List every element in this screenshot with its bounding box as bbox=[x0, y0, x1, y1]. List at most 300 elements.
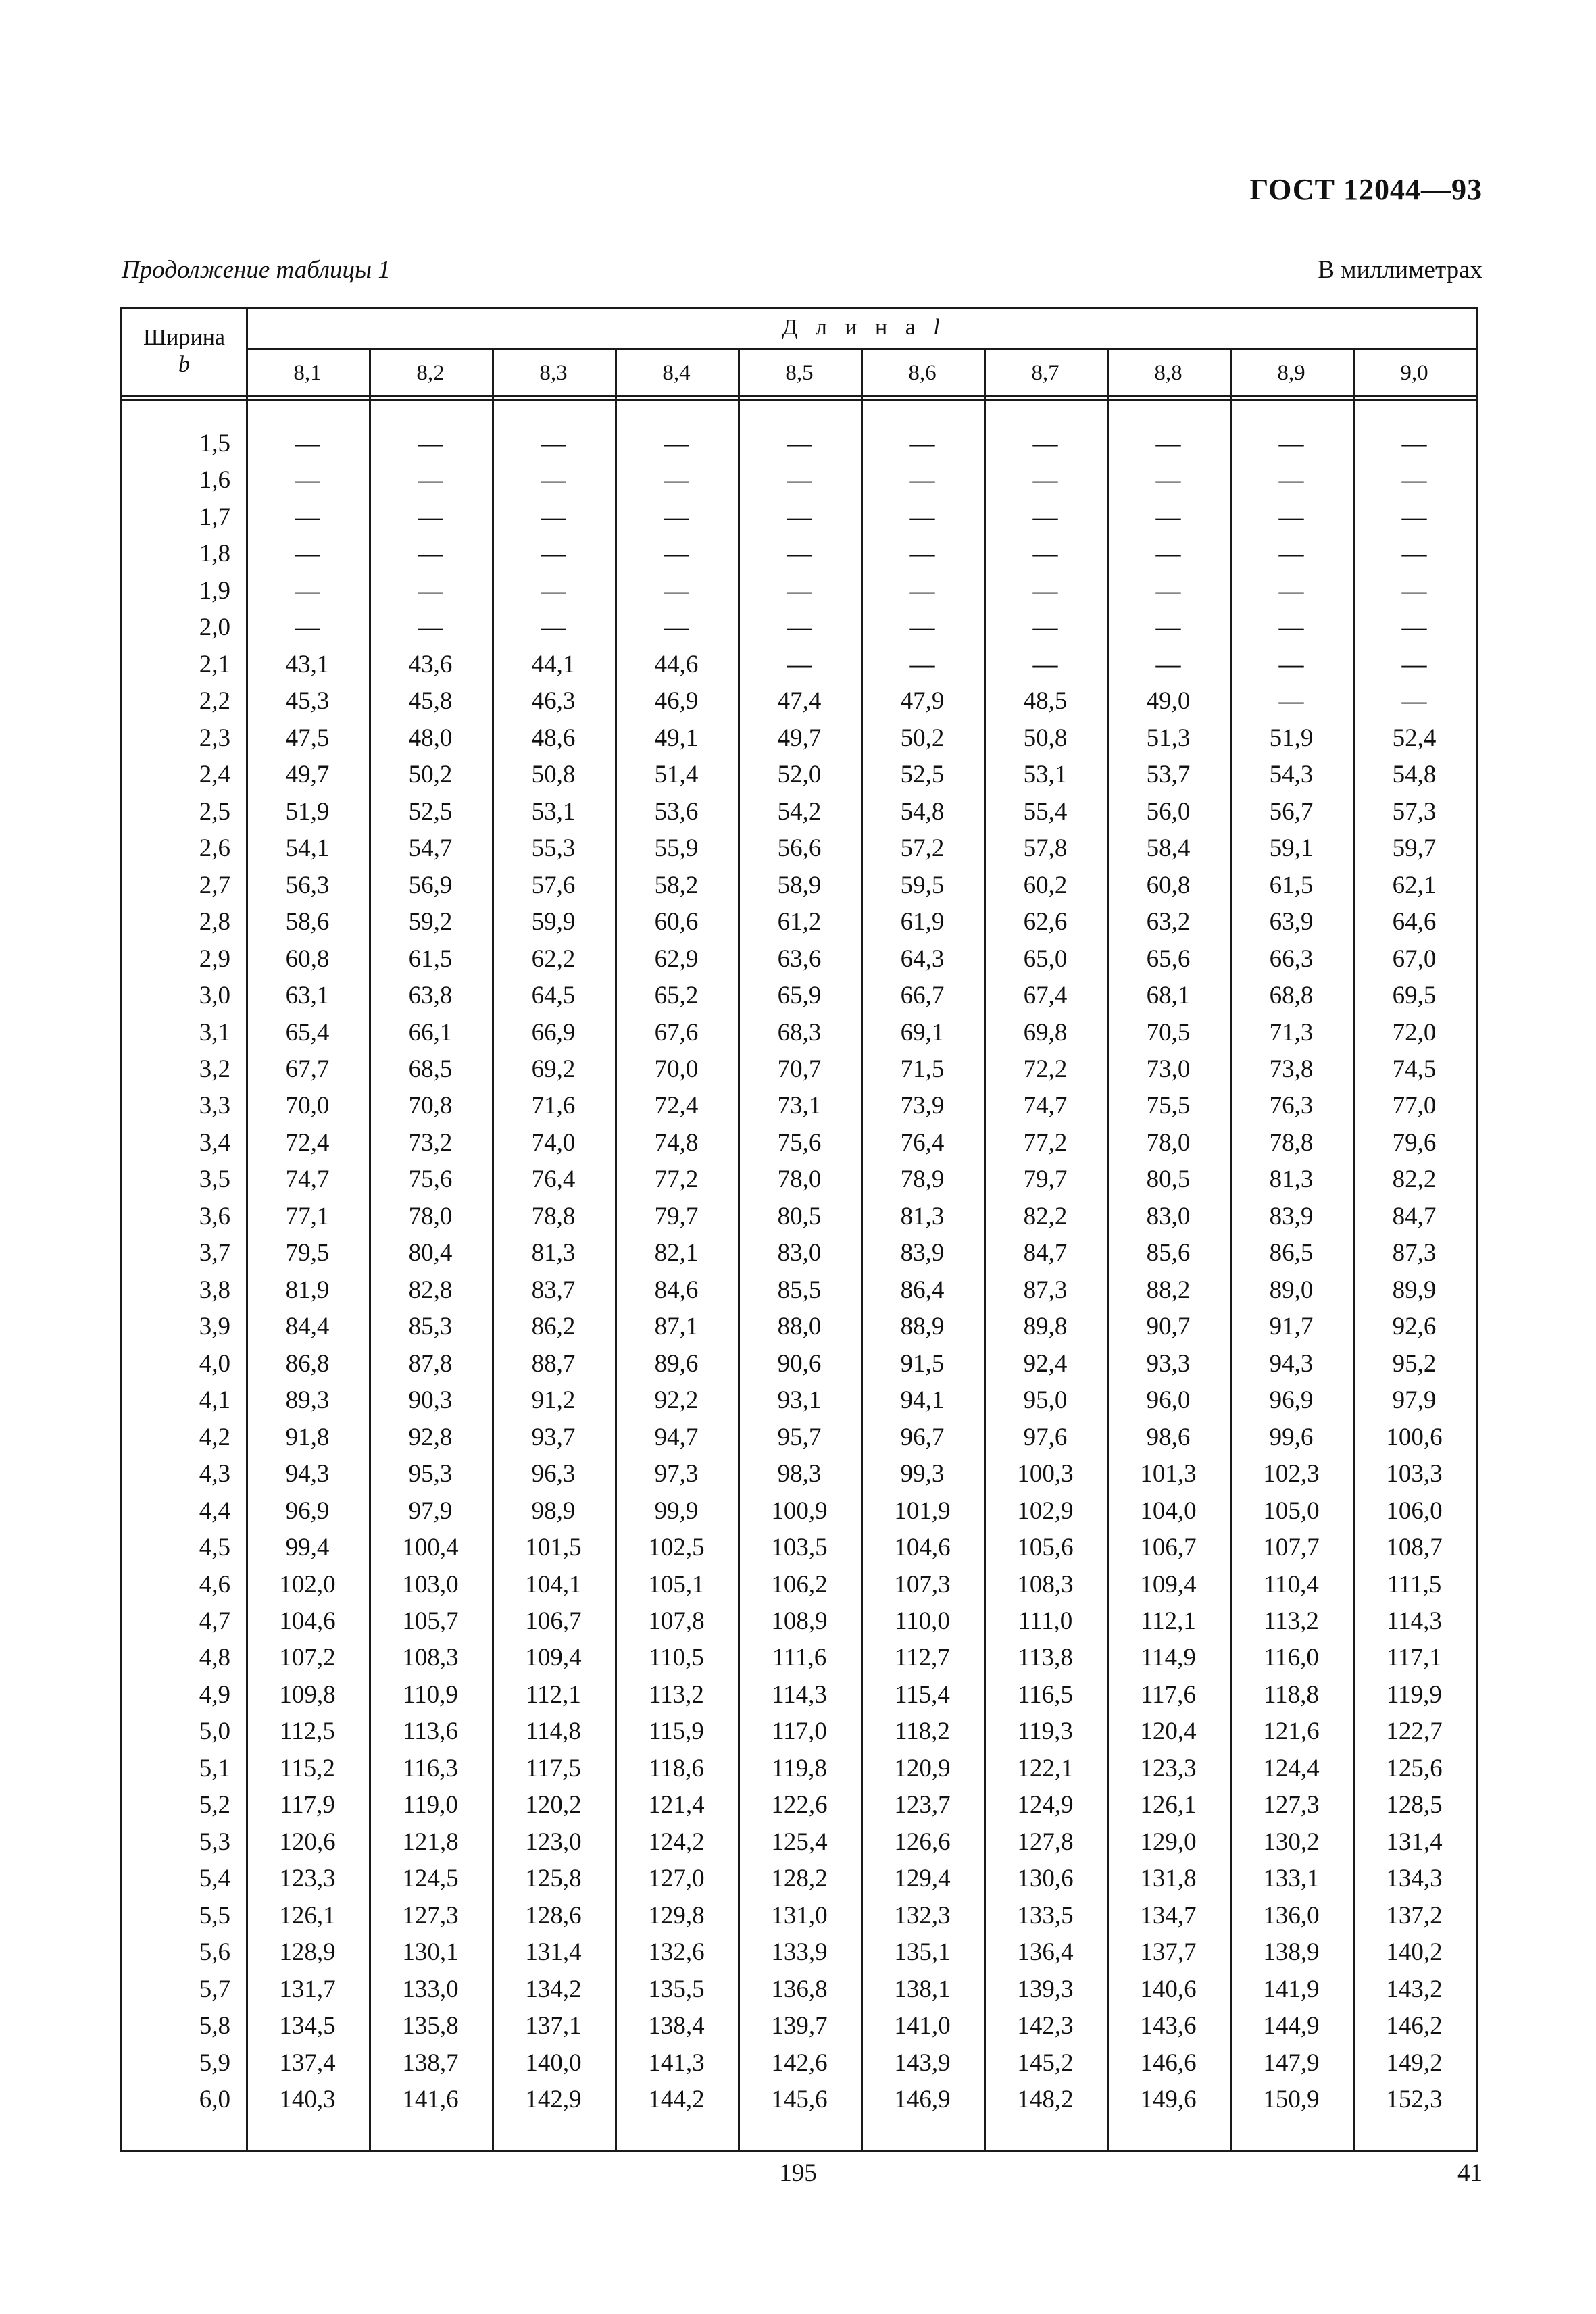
width-value: 5,3 bbox=[199, 1828, 230, 1856]
table-cell: — bbox=[1155, 613, 1181, 642]
table-cell: 97,9 bbox=[1392, 1386, 1437, 1415]
table-cell: 108,3 bbox=[1017, 1570, 1074, 1599]
table-cell: — bbox=[418, 613, 443, 642]
table-cell: 137,7 bbox=[1140, 1938, 1197, 1967]
table-cell: 51,9 bbox=[1269, 724, 1314, 752]
table-cell: 105,7 bbox=[402, 1607, 459, 1635]
table-cell: 91,2 bbox=[531, 1386, 576, 1415]
table-cell: 103,5 bbox=[771, 1534, 828, 1562]
table-row bbox=[122, 1493, 1476, 1530]
table-cell: 76,4 bbox=[900, 1128, 945, 1157]
table-cell: 43,1 bbox=[285, 650, 330, 678]
table-cell: 54,8 bbox=[1392, 761, 1437, 789]
table-cell: — bbox=[664, 430, 689, 457]
table-cell: 55,3 bbox=[531, 834, 576, 863]
table-cell: 76,4 bbox=[531, 1165, 576, 1194]
table-cell: 127,3 bbox=[1263, 1791, 1320, 1819]
table-cell: 136,4 bbox=[1017, 1938, 1074, 1967]
table-cell: — bbox=[418, 430, 443, 457]
table-cell: — bbox=[909, 466, 935, 495]
table-cell: — bbox=[1155, 503, 1181, 531]
table-cell: 49,0 bbox=[1146, 687, 1191, 715]
table-cell: 82,2 bbox=[1392, 1165, 1437, 1194]
table-cell: — bbox=[1278, 540, 1304, 568]
table-cell: 96,3 bbox=[531, 1460, 576, 1488]
table-cell: 86,8 bbox=[285, 1349, 330, 1378]
table-cell: 93,1 bbox=[777, 1386, 822, 1415]
table-cell: 110,4 bbox=[1264, 1570, 1319, 1599]
table-cell: 112,1 bbox=[526, 1680, 581, 1709]
length-column-header: 8,3 bbox=[539, 361, 568, 385]
table-cell: 45,3 bbox=[285, 687, 330, 715]
table-cell: 80,4 bbox=[408, 1239, 453, 1267]
table-cell: 127,8 bbox=[1017, 1828, 1074, 1856]
column-rule bbox=[246, 309, 248, 2150]
table-cell: 109,8 bbox=[279, 1680, 336, 1709]
table-cell: — bbox=[1155, 576, 1181, 605]
table-cell: 65,2 bbox=[654, 982, 699, 1010]
table-cell: 56,9 bbox=[408, 871, 453, 899]
table-cell: 103,3 bbox=[1386, 1460, 1443, 1488]
table-cell: 111,5 bbox=[1387, 1570, 1442, 1599]
table-cell: 68,1 bbox=[1146, 982, 1191, 1010]
table-cell: 118,2 bbox=[895, 1717, 950, 1746]
width-value: 5,6 bbox=[199, 1938, 230, 1967]
table-cell: 72,0 bbox=[1392, 1018, 1437, 1047]
table-cell: 128,5 bbox=[1386, 1791, 1443, 1819]
table-cell: 111,0 bbox=[1018, 1607, 1073, 1635]
table-cell: 134,7 bbox=[1140, 1901, 1197, 1930]
table-cell: — bbox=[541, 576, 566, 605]
table-cell: — bbox=[418, 540, 443, 568]
table-cell: 114,8 bbox=[526, 1717, 581, 1746]
table-cell: 106,7 bbox=[1140, 1534, 1197, 1562]
width-value: 5,5 bbox=[199, 1901, 230, 1930]
table-row bbox=[122, 867, 1476, 904]
table-cell: 100,4 bbox=[402, 1534, 459, 1562]
table-cell: — bbox=[541, 466, 566, 495]
table-cell: 70,5 bbox=[1146, 1018, 1191, 1047]
table-row bbox=[122, 1787, 1476, 1823]
table-cell: 143,9 bbox=[894, 2048, 951, 2077]
table-cell: — bbox=[1155, 466, 1181, 495]
table-cell: 79,7 bbox=[654, 1202, 699, 1230]
table-row bbox=[122, 904, 1476, 940]
table-cell: 89,6 bbox=[654, 1349, 699, 1378]
width-value: 3,3 bbox=[199, 1092, 230, 1120]
table-cell: 84,7 bbox=[1392, 1202, 1437, 1230]
table-cell: 51,9 bbox=[285, 797, 330, 826]
width-header-symbol: b bbox=[178, 352, 190, 377]
table-row bbox=[122, 1751, 1476, 1787]
table-cell: 97,9 bbox=[408, 1496, 453, 1525]
table-row bbox=[122, 1051, 1476, 1088]
units-note: В миллиметрах bbox=[1318, 256, 1482, 284]
width-value: 1,5 bbox=[199, 430, 230, 457]
table-cell: 100,3 bbox=[1017, 1460, 1074, 1488]
table-row bbox=[122, 1861, 1476, 1897]
table-cell: — bbox=[909, 430, 935, 457]
table-cell: 122,6 bbox=[771, 1791, 828, 1819]
table-cell: 133,9 bbox=[771, 1938, 828, 1967]
table-cell: — bbox=[787, 503, 812, 531]
table-cell: 96,9 bbox=[1269, 1386, 1314, 1415]
table-cell: 117,1 bbox=[1387, 1644, 1442, 1672]
table-cell: 115,4 bbox=[895, 1680, 950, 1709]
width-value: 4,4 bbox=[199, 1496, 230, 1525]
table-cell: 135,5 bbox=[648, 1975, 705, 2003]
table-cell: 109,4 bbox=[525, 1644, 582, 1672]
table-cell: 62,9 bbox=[654, 945, 699, 973]
table-cell: 44,6 bbox=[654, 650, 699, 678]
table-cell: 50,2 bbox=[900, 724, 945, 752]
table-cell: — bbox=[1155, 540, 1181, 568]
table-cell: 53,1 bbox=[531, 797, 576, 826]
table-cell: 112,7 bbox=[895, 1644, 950, 1672]
table-cell: 49,1 bbox=[654, 724, 699, 752]
table-cell: 128,2 bbox=[771, 1865, 828, 1893]
table-cell: 56,3 bbox=[285, 871, 330, 899]
table-cell: 85,5 bbox=[777, 1276, 822, 1304]
table-row bbox=[122, 647, 1476, 683]
table-cell: 140,2 bbox=[1386, 1938, 1443, 1967]
table-cell: 129,0 bbox=[1140, 1828, 1197, 1856]
table-cell: 65,0 bbox=[1023, 945, 1068, 973]
table-cell: 64,3 bbox=[900, 945, 945, 973]
table-cell: 58,6 bbox=[285, 908, 330, 936]
width-value: 2,8 bbox=[199, 908, 230, 936]
table-cell: — bbox=[664, 466, 689, 495]
table-cell: 88,0 bbox=[777, 1313, 822, 1341]
width-value: 5,4 bbox=[199, 1865, 230, 1893]
table-cell: 65,9 bbox=[777, 982, 822, 1010]
table-row bbox=[122, 1971, 1476, 2008]
length-header bbox=[246, 315, 1476, 341]
width-value: 4,8 bbox=[199, 1644, 230, 1672]
table-cell: 78,0 bbox=[408, 1202, 453, 1230]
table-cell: 131,0 bbox=[771, 1901, 828, 1930]
table-cell: 69,2 bbox=[531, 1055, 576, 1083]
table-cell: 108,3 bbox=[402, 1644, 459, 1672]
table-cell: 114,3 bbox=[772, 1680, 827, 1709]
table-cell: 73,1 bbox=[777, 1092, 822, 1120]
table-cell: 77,0 bbox=[1392, 1092, 1437, 1120]
table-cell: 113,6 bbox=[403, 1717, 458, 1746]
table-cell: 61,2 bbox=[777, 908, 822, 936]
table-cell: 74,0 bbox=[531, 1128, 576, 1157]
table-cell: 125,4 bbox=[771, 1828, 828, 1856]
table-cell: 132,6 bbox=[648, 1938, 705, 1967]
table-cell: 48,6 bbox=[531, 724, 576, 752]
table-cell: 123,7 bbox=[894, 1791, 951, 1819]
column-rule bbox=[984, 348, 986, 2150]
table-cell: 71,3 bbox=[1269, 1018, 1314, 1047]
table-cell: 87,1 bbox=[654, 1313, 699, 1341]
table-cell: 52,0 bbox=[777, 761, 822, 789]
table-cell: 104,1 bbox=[525, 1570, 582, 1599]
table-cell: 130,2 bbox=[1263, 1828, 1320, 1856]
table-cell: 95,3 bbox=[408, 1460, 453, 1488]
table-cell: 136,0 bbox=[1263, 1901, 1320, 1930]
table-cell: — bbox=[1278, 613, 1304, 642]
table-cell: 69,8 bbox=[1023, 1018, 1068, 1047]
table-row bbox=[122, 1677, 1476, 1713]
width-value: 3,7 bbox=[199, 1239, 230, 1267]
table-cell: 116,5 bbox=[1018, 1680, 1073, 1709]
table-cell: 50,8 bbox=[531, 761, 576, 789]
table-row bbox=[122, 1603, 1476, 1640]
table-cell: 102,9 bbox=[1017, 1496, 1074, 1525]
width-value: 2,7 bbox=[199, 871, 230, 899]
table-cell: 67,6 bbox=[654, 1018, 699, 1047]
width-value: 5,0 bbox=[199, 1717, 230, 1746]
table-row bbox=[122, 720, 1476, 757]
table-cell: — bbox=[295, 613, 320, 642]
table-cell: 66,7 bbox=[900, 982, 945, 1010]
table-cell: 93,7 bbox=[531, 1423, 576, 1451]
table-cell: 47,4 bbox=[777, 687, 822, 715]
table-cell: — bbox=[787, 613, 812, 642]
table-cell: — bbox=[1032, 576, 1058, 605]
table-cell: 81,3 bbox=[1269, 1165, 1314, 1194]
table-cell: 140,3 bbox=[279, 2086, 336, 2114]
table-cell: 72,4 bbox=[654, 1092, 699, 1120]
table-cell: 146,9 bbox=[894, 2086, 951, 2114]
table-cell: 126,6 bbox=[894, 1828, 951, 1856]
table-cell: 78,0 bbox=[1146, 1128, 1191, 1157]
width-value: 2,6 bbox=[199, 834, 230, 863]
table-cell: — bbox=[1032, 540, 1058, 568]
table-cell: 110,5 bbox=[649, 1644, 704, 1672]
table-cell: 54,7 bbox=[408, 834, 453, 863]
table-cell: 76,3 bbox=[1269, 1092, 1314, 1120]
table-cell: 92,6 bbox=[1392, 1313, 1437, 1341]
table-row bbox=[122, 1934, 1476, 1971]
table-cell: 84,6 bbox=[654, 1276, 699, 1304]
table-cell: 58,2 bbox=[654, 871, 699, 899]
table-cell: — bbox=[418, 466, 443, 495]
table-cell: 94,3 bbox=[285, 1460, 330, 1488]
width-value: 6,0 bbox=[199, 2086, 230, 2114]
table-cell: 82,8 bbox=[408, 1276, 453, 1304]
width-value: 3,9 bbox=[199, 1313, 230, 1341]
length-column-header: 8,4 bbox=[662, 361, 691, 385]
table-cell: 89,9 bbox=[1392, 1276, 1437, 1304]
table-cell: — bbox=[787, 650, 812, 678]
table-cell: 114,9 bbox=[1141, 1644, 1196, 1672]
table-cell: 98,3 bbox=[777, 1460, 822, 1488]
width-value: 1,6 bbox=[199, 466, 230, 495]
table-cell: 63,8 bbox=[408, 982, 453, 1010]
width-value: 4,3 bbox=[199, 1460, 230, 1488]
table-row bbox=[122, 1567, 1476, 1603]
table-cell: — bbox=[1401, 466, 1427, 495]
table-cell: 89,3 bbox=[285, 1386, 330, 1415]
table-cell: 62,1 bbox=[1392, 871, 1437, 899]
table-body bbox=[122, 426, 1476, 2119]
table-cell: 90,3 bbox=[408, 1386, 453, 1415]
table-cell: 61,9 bbox=[900, 908, 945, 936]
table-cell: 87,3 bbox=[1392, 1239, 1437, 1267]
length-column-header: 8,6 bbox=[908, 361, 937, 385]
table-cell: 57,6 bbox=[531, 871, 576, 899]
table-cell: 50,8 bbox=[1023, 724, 1068, 752]
table-cell: 136,8 bbox=[771, 1975, 828, 2003]
table-cell: 68,5 bbox=[408, 1055, 453, 1083]
table-cell: 83,7 bbox=[531, 1276, 576, 1304]
table-cell: 84,7 bbox=[1023, 1239, 1068, 1267]
table-cell: 123,3 bbox=[279, 1865, 336, 1893]
table-cell: 67,7 bbox=[285, 1055, 330, 1083]
table-cell: 139,7 bbox=[771, 2012, 828, 2040]
width-value: 4,7 bbox=[199, 1607, 230, 1635]
table-cell: 52,5 bbox=[408, 797, 453, 826]
width-value: 4,0 bbox=[199, 1349, 230, 1378]
table-cell: 43,6 bbox=[408, 650, 453, 678]
table-cell: 78,8 bbox=[1269, 1128, 1314, 1157]
table-cell: 98,6 bbox=[1146, 1423, 1191, 1451]
table-cell: 126,1 bbox=[279, 1901, 336, 1930]
table-cell: 68,3 bbox=[777, 1018, 822, 1047]
table-row bbox=[122, 1382, 1476, 1419]
width-value: 2,3 bbox=[199, 724, 230, 752]
table-cell: 69,1 bbox=[900, 1018, 945, 1047]
table-cell: 56,6 bbox=[777, 834, 822, 863]
table-cell: 129,8 bbox=[648, 1901, 705, 1930]
table-cell: 95,0 bbox=[1023, 1386, 1068, 1415]
table-cell: 48,0 bbox=[408, 724, 453, 752]
table-cell: 47,9 bbox=[900, 687, 945, 715]
table-cell: 113,8 bbox=[1018, 1644, 1073, 1672]
table-row bbox=[122, 1713, 1476, 1750]
width-column-header bbox=[122, 324, 246, 378]
column-rule bbox=[861, 348, 863, 2150]
table-cell: 111,6 bbox=[772, 1644, 827, 1672]
column-rule bbox=[369, 348, 371, 2150]
table-row bbox=[122, 2008, 1476, 2044]
table-cell: 81,3 bbox=[531, 1239, 576, 1267]
table-cell: 106,7 bbox=[525, 1607, 582, 1635]
table-cell: 118,8 bbox=[1264, 1680, 1319, 1709]
table-cell: 72,4 bbox=[285, 1128, 330, 1157]
table-cell: 85,6 bbox=[1146, 1239, 1191, 1267]
table-cell: 141,3 bbox=[648, 2048, 705, 2077]
length-column-header: 8,5 bbox=[785, 361, 814, 385]
table-cell: 54,1 bbox=[285, 834, 330, 863]
table-cell: — bbox=[1032, 503, 1058, 531]
table-cell: 80,5 bbox=[1146, 1165, 1191, 1194]
table-cell: 106,0 bbox=[1386, 1496, 1443, 1525]
table-cell: 95,2 bbox=[1392, 1349, 1437, 1378]
width-value: 3,4 bbox=[199, 1128, 230, 1157]
table-cell: — bbox=[909, 576, 935, 605]
table-cell: — bbox=[1278, 503, 1304, 531]
table-cell: 141,9 bbox=[1263, 1975, 1320, 2003]
table-cell: 145,6 bbox=[771, 2086, 828, 2114]
table-row bbox=[122, 941, 1476, 978]
table-row bbox=[122, 683, 1476, 720]
table-cell: — bbox=[295, 503, 320, 531]
table-cell: 126,1 bbox=[1140, 1791, 1197, 1819]
table-cell: 70,0 bbox=[654, 1055, 699, 1083]
table-cell: 145,2 bbox=[1017, 2048, 1074, 2077]
width-value: 3,0 bbox=[199, 982, 230, 1010]
width-value: 2,5 bbox=[199, 797, 230, 826]
table-cell: 47,5 bbox=[285, 724, 330, 752]
table-cell: 149,2 bbox=[1386, 2048, 1443, 2077]
table-cell: 144,9 bbox=[1263, 2012, 1320, 2040]
table-cell: — bbox=[541, 540, 566, 568]
table-cell: 152,3 bbox=[1386, 2086, 1443, 2114]
table-cell: 60,8 bbox=[285, 945, 330, 973]
table-cell: 78,9 bbox=[900, 1165, 945, 1194]
table-cell: 129,4 bbox=[894, 1865, 951, 1893]
table-cell: 96,7 bbox=[900, 1423, 945, 1451]
table-cell: 66,3 bbox=[1269, 945, 1314, 973]
table-row bbox=[122, 1346, 1476, 1382]
table-cell: 73,9 bbox=[900, 1092, 945, 1120]
width-value: 2,4 bbox=[199, 761, 230, 789]
table-cell: 49,7 bbox=[777, 724, 822, 752]
table-cell: 83,9 bbox=[900, 1239, 945, 1267]
table-row bbox=[122, 1824, 1476, 1861]
width-value: 5,8 bbox=[199, 2012, 230, 2040]
table-cell: 51,4 bbox=[654, 761, 699, 789]
table-cell: — bbox=[664, 576, 689, 605]
table-cell: 52,5 bbox=[900, 761, 945, 789]
table-cell: 88,9 bbox=[900, 1313, 945, 1341]
table-cell: 62,2 bbox=[531, 945, 576, 973]
table-row bbox=[122, 1530, 1476, 1566]
table-cell: 59,7 bbox=[1392, 834, 1437, 863]
table-cell: 92,2 bbox=[654, 1386, 699, 1415]
table-cell: 107,7 bbox=[1263, 1534, 1320, 1562]
table-cell: 134,3 bbox=[1386, 1865, 1443, 1893]
table-cell: 51,3 bbox=[1146, 724, 1191, 752]
table-cell: 142,6 bbox=[771, 2048, 828, 2077]
table-cell: 125,6 bbox=[1386, 1754, 1443, 1782]
table-cell: 74,7 bbox=[1023, 1092, 1068, 1120]
table-cell: 57,8 bbox=[1023, 834, 1068, 863]
table-cell: 50,2 bbox=[408, 761, 453, 789]
table-cell: 48,5 bbox=[1023, 687, 1068, 715]
table-row bbox=[122, 830, 1476, 867]
table-cell: 107,8 bbox=[648, 1607, 705, 1635]
table-cell: — bbox=[1401, 687, 1427, 715]
table-row bbox=[122, 1199, 1476, 1235]
table-cell: 60,6 bbox=[654, 908, 699, 936]
table-cell: 94,1 bbox=[900, 1386, 945, 1415]
table-cell: 144,2 bbox=[648, 2086, 705, 2114]
table-cell: 105,6 bbox=[1017, 1534, 1074, 1562]
table-cell: 83,9 bbox=[1269, 1202, 1314, 1230]
table-cell: 148,2 bbox=[1017, 2086, 1074, 2114]
table-cell: 69,5 bbox=[1392, 982, 1437, 1010]
table-cell: 67,4 bbox=[1023, 982, 1068, 1010]
table-cell: 46,9 bbox=[654, 687, 699, 715]
table-cell: 108,9 bbox=[771, 1607, 828, 1635]
table-cell: 83,0 bbox=[1146, 1202, 1191, 1230]
table-cell: 92,8 bbox=[408, 1423, 453, 1451]
table-cell: 59,9 bbox=[531, 908, 576, 936]
length-column-header: 8,8 bbox=[1154, 361, 1182, 385]
width-value: 3,5 bbox=[199, 1165, 230, 1194]
table-cell: — bbox=[909, 650, 935, 678]
table-cell: 117,6 bbox=[1141, 1680, 1196, 1709]
table-cell: 108,7 bbox=[1386, 1534, 1443, 1562]
table-cell: 62,6 bbox=[1023, 908, 1068, 936]
table-cell: — bbox=[541, 613, 566, 642]
